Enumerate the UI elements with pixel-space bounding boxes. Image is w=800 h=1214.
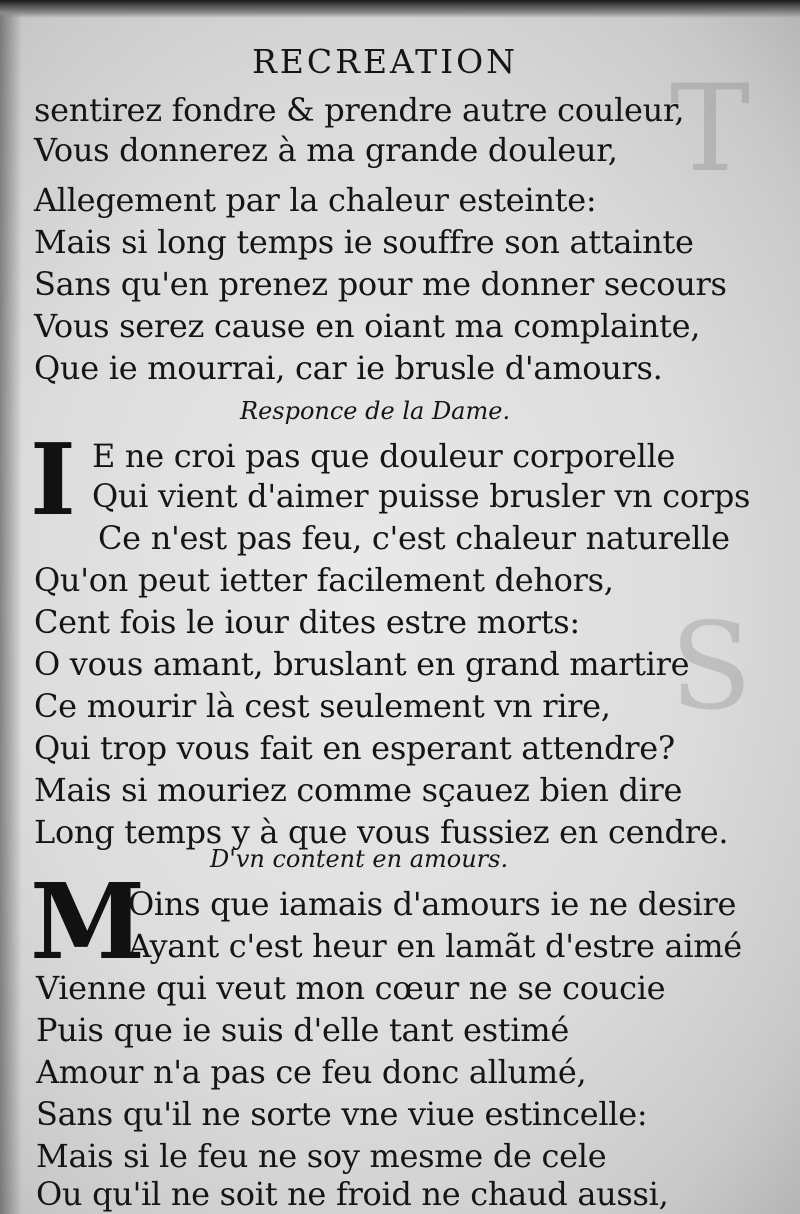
verse-line: Amour n'a pas ce feu donc allumé, (36, 1053, 587, 1091)
verse-line: sentirez fondre & prendre autre couleur, (34, 91, 685, 129)
verse-line: Allegement par la chaleur esteinte: (34, 181, 597, 219)
verse-line: Sans qu'en prenez pour me donner secours (34, 265, 727, 303)
verse-line: E ne croi pas que douleur corporelle (92, 437, 676, 475)
verse-line: Ou qu'il ne soit ne froid ne chaud aussi, (36, 1175, 669, 1213)
verse-line: Qui trop vous fait en esperant attendre? (34, 729, 675, 767)
drop-cap: M (30, 860, 146, 983)
verse-line: Mais si le feu ne soy mesme de cele (36, 1137, 607, 1175)
verse-line: O vous amant, bruslant en grand martire (34, 645, 690, 683)
verse-line: Qu'on peut ietter facilement dehors, (34, 561, 614, 599)
verse-line: Ce mourir là cest seulement vn rire, (34, 687, 611, 725)
show-through-text: T S (670, 70, 753, 737)
verse-line: Ce n'est pas feu, c'est chaleur naturelle (98, 519, 730, 557)
section-heading: Responce de la Dame. (240, 397, 511, 425)
running-title: RECREATION (251, 42, 519, 81)
verse-line: Cent fois le iour dites estre morts: (34, 603, 580, 641)
page-top-edge (0, 0, 800, 18)
verse-line: Vous serez cause en oiant ma complainte, (34, 307, 701, 345)
page-gutter-shadow (0, 0, 22, 1214)
verse-line: Mais si long temps ie souffre son attainte (34, 223, 694, 261)
verse-line: Vous donnerez à ma grande douleur, (34, 131, 618, 169)
drop-cap: I (30, 423, 76, 538)
verse-line: Mais si mouriez comme sçauez bien dire (34, 771, 683, 809)
section-heading: D'vn content en amours. (210, 845, 509, 873)
verse-line: Que ie mourrai, car ie brusle d'amours. (34, 349, 663, 387)
verse-line: Puis que ie suis d'elle tant estimé (36, 1011, 569, 1049)
verse-line: Oins que iamais d'amours ie ne desire (128, 885, 737, 923)
verse-line: Long temps y à que vous fussiez en cendre. (34, 813, 729, 851)
verse-line: Sans qu'il ne sorte vne viue estincelle: (36, 1095, 648, 1133)
verse-line: Ayant c'est heur en lamãt d'estre aimé (128, 927, 742, 965)
verse-line: Qui vient d'aimer puisse brusler vn corps (92, 477, 751, 515)
verse-line: Vienne qui veut mon cœur ne se coucie (36, 969, 666, 1007)
